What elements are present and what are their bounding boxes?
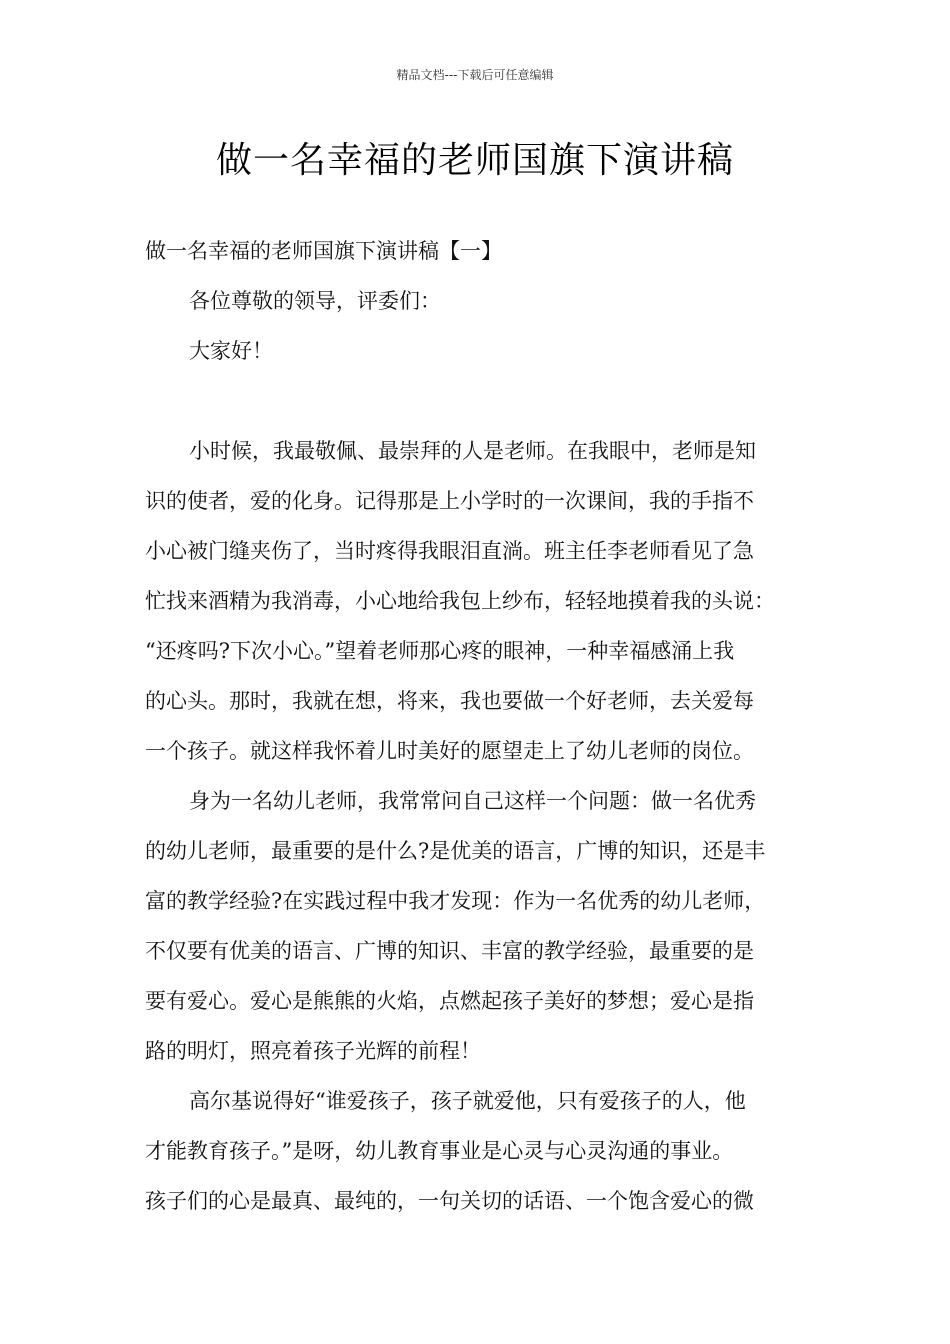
paragraph-line: 身为一名幼儿老师，我常常问自己这样一个问题：做一名优秀 bbox=[189, 789, 756, 813]
paragraph-line: 孩子们的心是最真、最纯的，一句关切的话语、一个饱含爱心的微 bbox=[145, 1189, 754, 1213]
blank-line bbox=[145, 376, 805, 426]
paragraph-line: 富的教学经验?在实践过程中我才发现：作为一名优秀的幼儿老师， bbox=[145, 889, 766, 913]
paragraph-line: 识的使者，爱的化身。记得那是上小学时的一次课间，我的手指不 bbox=[145, 489, 754, 513]
paragraph-line: 忙找来酒精为我消毒，小心地给我包上纱布，轻轻地摸着我的头说： bbox=[145, 589, 775, 613]
paragraph-3 bbox=[145, 1076, 805, 1226]
paragraph-line: 的幼儿老师，最重要的是什么?是优美的语言，广博的知识，还是丰 bbox=[145, 839, 766, 863]
paragraph-line: 小心被门缝夹伤了，当时疼得我眼泪直淌。班主任李老师看见了急 bbox=[145, 539, 754, 563]
paragraph-line: 高尔基说得好“谁爱孩子，孩子就爱他，只有爱孩子的人，他 bbox=[189, 1089, 746, 1113]
paragraph-line: 要有爱心。爱心是熊熊的火焰，点燃起孩子美好的梦想；爱心是指 bbox=[145, 989, 754, 1013]
document-title: 做一名幸福的老师国旗下演讲稿 bbox=[215, 140, 734, 181]
document-body bbox=[145, 226, 805, 1226]
paragraph-2 bbox=[145, 776, 805, 1076]
paragraph-1 bbox=[145, 426, 805, 776]
page-header-note: 精品文档---下载后可任意编辑 bbox=[396, 68, 554, 82]
greeting-line: 各位尊敬的领导，评委们： bbox=[189, 289, 441, 313]
salutation-line: 大家好！ bbox=[189, 339, 273, 363]
paragraph-line: 小时候，我最敬佩、最崇拜的人是老师。在我眼中，老师是知 bbox=[189, 439, 756, 463]
paragraph-line: 一个孩子。就这样我怀着儿时美好的愿望走上了幼儿老师的岗位。 bbox=[145, 739, 754, 763]
paragraph-line: 路的明灯，照亮着孩子光辉的前程！ bbox=[145, 1039, 481, 1063]
document-subtitle: 做一名幸福的老师国旗下演讲稿【一】 bbox=[145, 239, 502, 263]
paragraph-line: 不仅要有优美的语言、广博的知识、丰富的教学经验，最重要的是 bbox=[145, 939, 754, 963]
paragraph-line: “还疼吗?下次小心。”望着老师那心疼的眼神，一种幸福感涌上我 bbox=[145, 639, 735, 663]
paragraph-line: 才能教育孩子。”是呀，幼儿教育事业是心灵与心灵沟通的事业。 bbox=[145, 1139, 734, 1163]
paragraph-line: 的心头。那时，我就在想，将来，我也要做一个好老师，去关爱每 bbox=[145, 689, 754, 713]
